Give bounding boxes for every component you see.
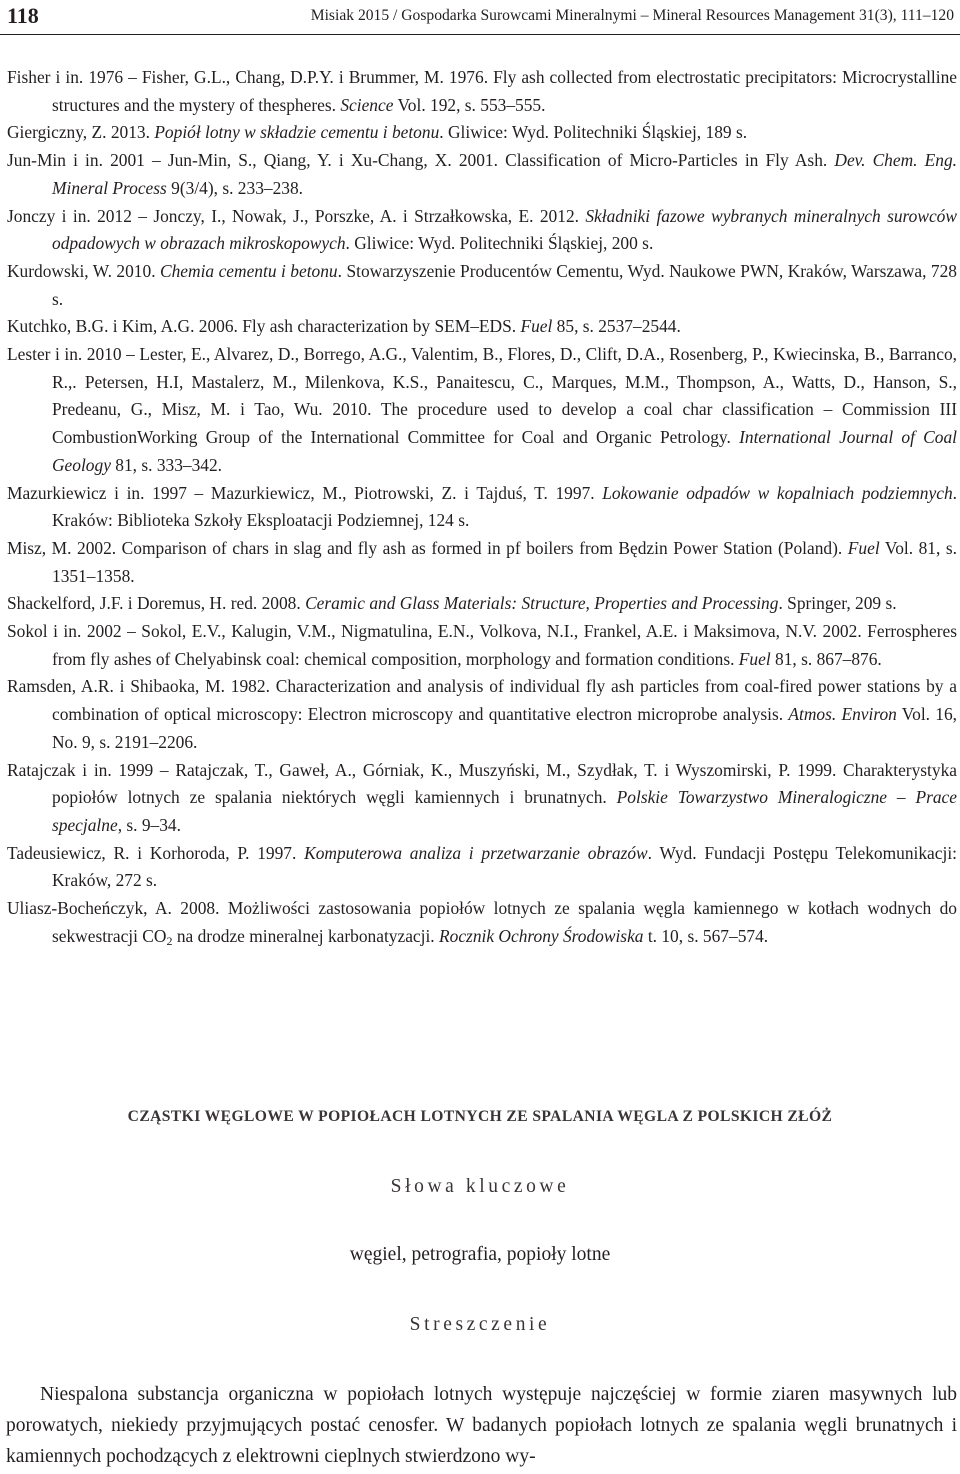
- abstract-heading: Streszczenie: [409, 1314, 551, 1335]
- reference-italic-text: Fuel: [738, 648, 771, 669]
- reference-text: . Kraków: Biblioteka Szkoły Eksploatacji Podziemnej, 124 s.: [52, 482, 957, 531]
- reference-entry: [7, 313, 957, 341]
- reference-text: , s. 9–34.: [117, 814, 181, 835]
- page-header: [0, 0, 960, 35]
- reference-text: Fisher i in. 1976 – Fisher, G.L., Chang, D.P.Y. i Brummer, M. 1976. Fly ash collected from electrostatic precipitators: Microcrystalline structures and the mystery of thespheres.: [7, 67, 957, 115]
- reference-entry: [7, 535, 957, 590]
- section-title: CZĄSTKI WĘGLOWE W POPIOŁACH LOTNYCH ZE SPALANIA WĘGLA Z POLSKICH ZŁÓŻ: [127, 1108, 833, 1125]
- reference-italic-text: Komputerowa analiza i przetwarzanie obrazów: [304, 842, 648, 863]
- reference-entry: [7, 895, 957, 950]
- reference-italic-text: Ceramic and Glass Materials: Structure, Properties and Processing: [305, 593, 779, 614]
- reference-text: Kurdowski, W. 2010.: [7, 260, 161, 281]
- reference-entry: [7, 673, 957, 756]
- reference-text: 2: [166, 933, 173, 948]
- reference-italic-text: Chemia cementu i betonu: [160, 260, 338, 281]
- reference-text: Shackelford, J.F. i Doremus, H. red. 2008.: [7, 593, 306, 614]
- reference-text: Vol. 81, s. 1351–1358.: [52, 537, 957, 586]
- reference-text: 9(3/4), s. 233–238.: [166, 177, 304, 198]
- reference-italic-text: Fuel: [520, 316, 553, 337]
- reference-text: Ramsden, A.R. i Shibaoka, M. 1982. Characterization and analysis of individual fly ash particles from coal-fired power stations by a combination of optical microscopy: Electron microscopy and quantitative electron microprobe analysis.: [7, 676, 957, 725]
- reference-entry: [7, 147, 957, 202]
- keywords: węgiel, petrografia, popioły lotne: [349, 1244, 611, 1265]
- reference-entry: [7, 480, 957, 535]
- reference-entry: [7, 258, 957, 313]
- reference-entry: [7, 203, 957, 258]
- reference-text: . Gliwice: Wyd. Politechniki Śląskiej, 189 s.: [439, 122, 748, 143]
- reference-text: . Stowarzyszenie Producentów Cementu, Wyd. Naukowe PWN, Kraków, Warszawa, 728 s.: [52, 260, 957, 309]
- reference-italic-text: Dev. Chem. Eng. Mineral Process: [52, 150, 958, 198]
- reference-text: 81, s. 867–876.: [770, 648, 882, 669]
- reference-entry: [7, 119, 957, 147]
- reference-italic-text: Rocznik Ochrony Środowiska: [439, 925, 644, 946]
- reference-entry: [7, 757, 957, 840]
- reference-italic-text: Polskie Towarzystwo Mineralogiczne – Prace specjalne: [52, 787, 957, 835]
- reference-italic-text: Atmos. Environ: [788, 704, 897, 725]
- reference-italic-text: Fuel: [847, 537, 880, 558]
- reference-text: Kutchko, B.G. i Kim, A.G. 2006. Fly ash characterization by SEM–EDS.: [7, 316, 521, 337]
- reference-text: Sokol i in. 2002 – Sokol, E.V., Kalugin, V.M., Nigmatulina, E.N., Volkova, N.I., Frankel, A.E. i Maksimova, N.V. 2002. Ferrospheres from fly ashes of Chelyabinsk coal: chemical composition, morphology and formation conditions.: [7, 621, 957, 669]
- reference-text: Lester i in. 2010 – Lester, E., Alvarez, D., Borrego, A.G., Valentim, B., Flores, D., Clift, D.A., Rosenberg, P., Kwiecinska, B., Barranco, R.,. Petersen, H.I, Mastalerz, M., Milenkova, K.S., Panaitescu, C., Marques, M.M., Thompson, A., Watts, D., Hanson, S., Predeanu, G., Misz, M. i Tao, Wu. 2010. The procedure used to develop a coal char classification – Commission III CombustionWorking Group of the International Committee for Coal and Organic Petrology.: [7, 344, 957, 448]
- reference-entry: [7, 590, 957, 618]
- reference-text: na drodze mineralnej karbonatyzacji.: [172, 925, 440, 946]
- reference-text: Tadeusiewicz, R. i Korhoroda, P. 1997.: [7, 842, 305, 863]
- reference-text: Jun-Min i in. 2001 – Jun-Min, S., Qiang, Y. i Xu-Chang, X. 2001. Classification of Micro-Particles in Fly Ash.: [7, 150, 835, 171]
- reference-italic-text: Składniki fazowe wybranych mineralnych surowców odpadowych w obrazach mikroskopowych: [52, 205, 957, 254]
- reference-text: Misz, M. 2002. Comparison of chars in slag and fly ash as formed in pf boilers from Będzin Power Station (Poland).: [7, 537, 848, 558]
- reference-entry: [7, 64, 957, 119]
- reference-italic-text: Popiół lotny w składzie cementu i betonu: [154, 122, 440, 143]
- reference-text: 81, s. 333–342.: [110, 454, 223, 475]
- reference-text: 85, s. 2537–2544.: [552, 316, 681, 337]
- reference-entry: [7, 341, 957, 480]
- reference-text: Jonczy i in. 2012 – Jonczy, I., Nowak, J., Porszke, A. i Strzałkowska, E. 2012.: [7, 205, 586, 226]
- reference-text: Mazurkiewicz i in. 1997 – Mazurkiewicz, M., Piotrowski, Z. i Tajduś, T. 1997.: [7, 482, 603, 503]
- reference-text: . Springer, 209 s.: [778, 593, 897, 614]
- reference-text: Vol. 192, s. 553–555.: [393, 94, 546, 115]
- reference-text: t. 10, s. 567–574.: [643, 925, 769, 946]
- reference-italic-text: International Journal of Coal Geology: [52, 427, 957, 475]
- abstract-text: Niespalona substancja organiczna w popiołach lotnych występuje najczęściej w formie ziaren masywnych lub porowatych, niekiedy przyjmujących postać cenosfer. W badanych popiołach lotnych ze spalania węgli brunatnych i kamiennych pochodzących z elektrowni cieplnych stwierdzono wy-: [6, 1384, 957, 1467]
- reference-list: [7, 64, 957, 951]
- reference-text: Giergiczny, Z. 2013.: [7, 122, 155, 143]
- reference-text: Vol. 16, No. 9, s. 2191–2206.: [52, 704, 957, 752]
- keywords-heading: Słowa kluczowe: [390, 1176, 570, 1197]
- reference-text: . Gliwice: Wyd. Politechniki Śląskiej, 200 s.: [345, 233, 654, 254]
- running-head: Misiak 2015 / Gospodarka Surowcami Mineralnymi – Mineral Resources Management 31(3), 111–120: [310, 7, 954, 24]
- reference-text: . Wyd. Fundacji Postępu Telekomunikacji: Kraków, 272 s.: [52, 842, 957, 891]
- reference-text: Ratajczak i in. 1999 – Ratajczak, T., Gaweł, A., Górniak, K., Muszyński, M., Szydłak, T. i Wyszomirski, P. 1999. Charakterystyka popiołów lotnych ze spalania niektórych węgli kamiennych i brunatnych.: [7, 759, 957, 808]
- reference-entry: [7, 618, 957, 673]
- reference-entry: [7, 840, 957, 895]
- reference-italic-text: Science: [340, 94, 394, 115]
- reference-italic-text: Lokowanie odpadów w kopalniach podziemnych: [602, 482, 953, 503]
- reference-text: Uliasz-Bocheńczyk, A. 2008. Możliwości zastosowania popiołów lotnych ze spalania węgla kamiennego w kotłach wodnych do sekwestracji CO: [7, 898, 957, 946]
- page-number: 118: [7, 3, 39, 28]
